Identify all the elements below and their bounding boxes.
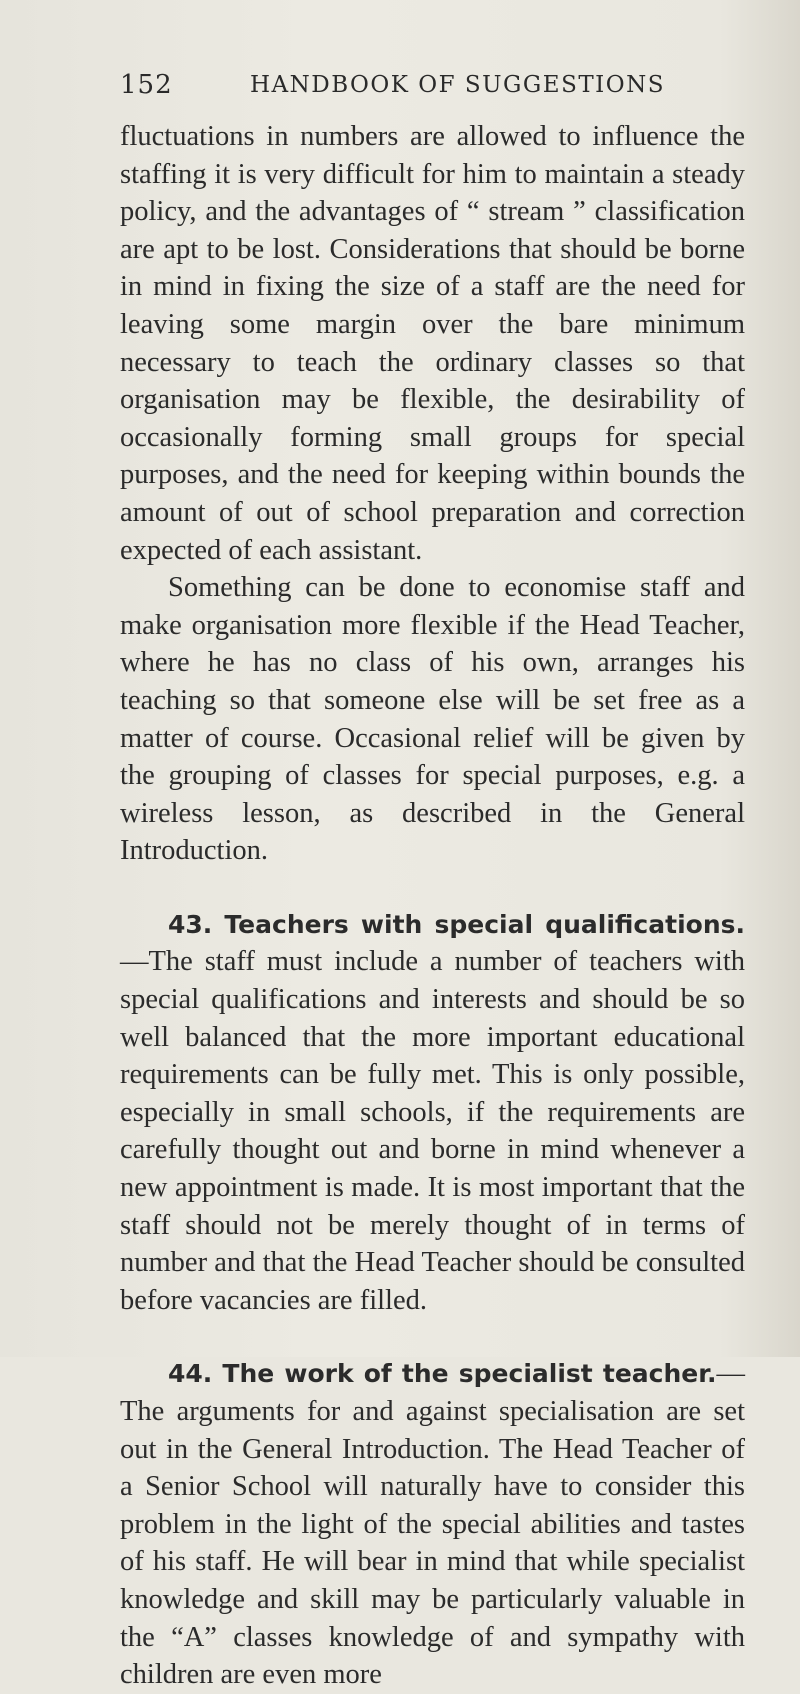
section-heading: 43. Teachers with special qualifications. (168, 909, 745, 939)
paragraph-economise-staff (120, 569, 745, 870)
running-head: HANDBOOK OF SUGGESTIONS (250, 72, 665, 98)
paragraph-text: —The arguments for and against specialisation are set out in the General Introduction. The Head Teacher of a Senior School will naturally have to consider this problem in the light of the special abilities and tastes of his staff. He will bear in mind that while specialist knowledge and skill may be particularly valuable in the “A” classes knowledge of and sympathy with children are even more (120, 1358, 745, 1691)
body-text (120, 118, 745, 1694)
section-43 (120, 906, 745, 1320)
paragraph-text: —The staff must include a number of teachers with special qualifications and interests and should be so well balanced that the more important educational requirements can be fully met. This is only possible, especially in small schools, if the requirements are carefully thought out and borne in mind whenever a new appointment is made. It is most important that the staff should not be merely thought of in terms of number and that the Head Teacher should be consulted before vacancies are filled. (120, 946, 745, 1316)
section-44 (120, 1355, 745, 1693)
paragraph-text: Something can be done to economise staff and make organisation more flexible if the Head Teacher, where he has no class of his own, arranges his teaching so that someone else will be set free as a matter of course. Occasional relief will be given by the grouping of classes for special purposes, e.g. a wireless lesson, as described in the General Introduction. (120, 572, 745, 867)
page-header (120, 70, 745, 110)
section-heading: 44. The work of the specialist teacher. (168, 1359, 717, 1389)
paragraph-text: fluctuations in numbers are allowed to influence the staffing it is very difficult for him to maintain a steady policy, and the advantages of “ stream ” classification are apt to be lost. Considerations that should be borne in mind in fixing the size of a staff are the need for leaving some margin over the bare minimum necessary to teach the ordinary classes so that organisation may be flexible, the desirability of occasionally forming small groups for special purposes, and the need for keeping within bounds the amount of out of school preparation and correction expected of each assistant. (120, 121, 745, 566)
paragraph-continuation (120, 118, 745, 569)
page-number: 152 (120, 70, 173, 100)
